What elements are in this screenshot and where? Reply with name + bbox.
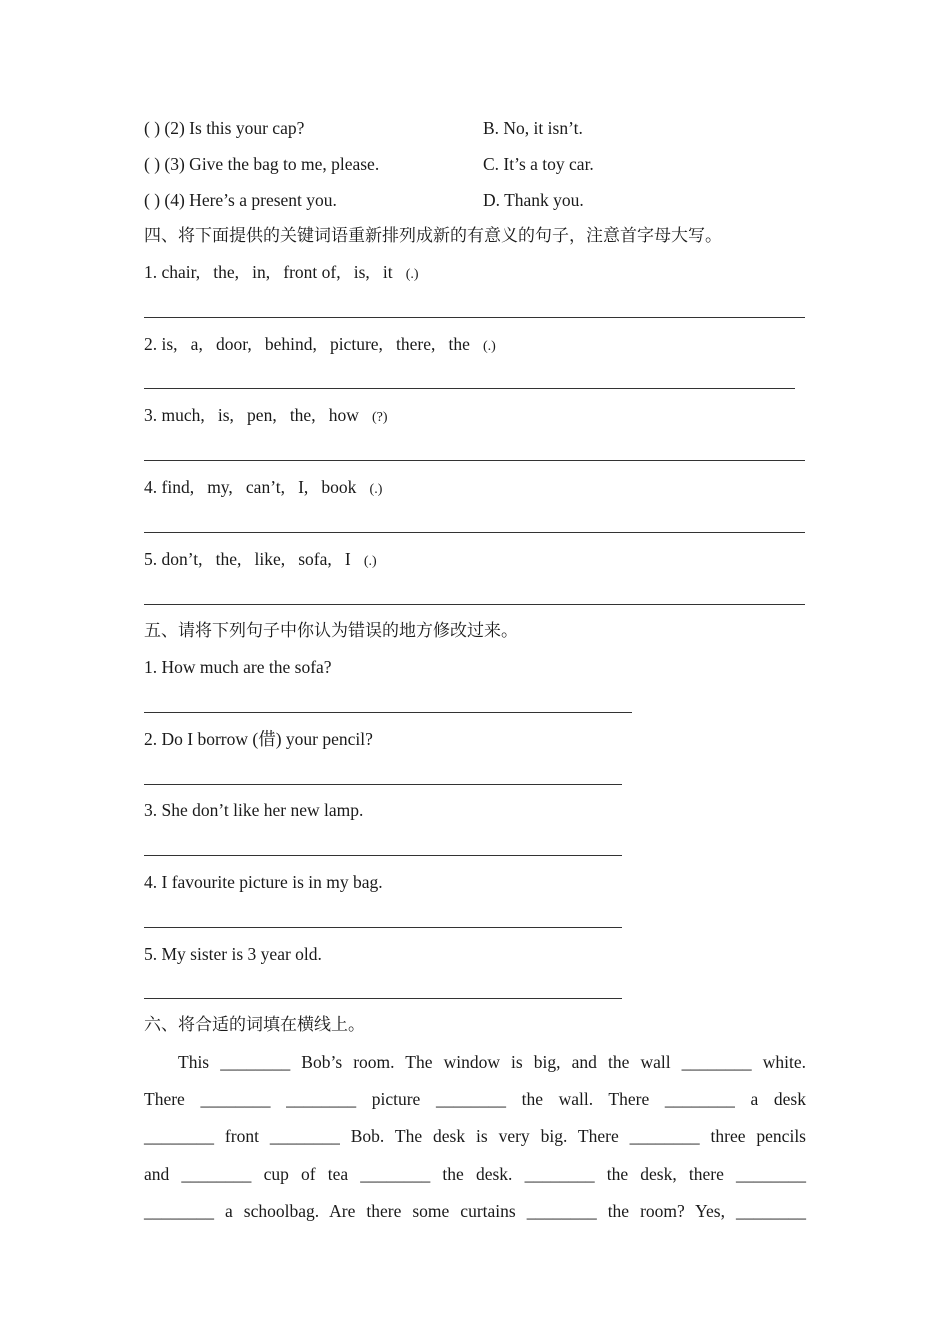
section4-item-2	[144, 333, 496, 358]
cloze-line-1: This ________ Bob’s room. The window is big, and the wall ________ white.	[178, 1052, 806, 1072]
answer-line[interactable]	[144, 927, 622, 928]
item-punct: (?)	[371, 410, 388, 425]
item-punct: (.)	[363, 554, 377, 569]
answer-line[interactable]	[144, 604, 805, 605]
answer-line[interactable]	[144, 784, 622, 785]
section6-heading: 六、将合适的词填在横线上。	[144, 1015, 365, 1035]
item-words: 1. chair, the, in, front of, is, it	[144, 262, 393, 282]
matching-question-2: ( ) (2) Is this your cap?	[144, 118, 305, 138]
section5-heading: 五、请将下列句子中你认为错误的地方修改过来。	[144, 621, 518, 641]
item-words: 5. don’t, the, like, sofa, I	[144, 549, 351, 569]
cloze-line-5: ________ a schoolbag. Are there some curtains ________ the room? Yes, ________	[144, 1201, 806, 1221]
matching-answer-c: C. It’s a toy car.	[483, 154, 594, 174]
section4-item-1	[144, 261, 419, 286]
section5-item-1: 1. How much are the sofa?	[144, 657, 332, 677]
cloze-line-3: ________ front ________ Bob. The desk is very big. There ________ three pencils	[144, 1126, 806, 1146]
section5-item-3: 3. She don’t like her new lamp.	[144, 800, 364, 820]
item-punct: (.)	[369, 482, 383, 497]
matching-answer-b: B. No, it isn’t.	[483, 118, 583, 138]
cloze-line-4: and ________ cup of tea ________ the desk. ________ the desk, there ________	[144, 1164, 806, 1184]
section4-heading: 四、将下面提供的关键词语重新排列成新的有意义的句子，注意首字母大写。	[144, 226, 722, 246]
answer-line[interactable]	[144, 712, 632, 713]
answer-line[interactable]	[144, 460, 805, 461]
item-words: 4. find, my, can’t, I, book	[144, 477, 357, 497]
matching-question-4: ( ) (4) Here’s a present you.	[144, 190, 337, 210]
matching-answer-d: D. Thank you.	[483, 190, 584, 210]
answer-line[interactable]	[144, 998, 622, 999]
section5-item-2: 2. Do I borrow (借) your pencil?	[144, 729, 373, 749]
answer-line[interactable]	[144, 317, 805, 318]
item-words: 3. much, is, pen, the, how	[144, 405, 359, 425]
section5-item-4: 4. I favourite picture is in my bag.	[144, 872, 383, 892]
item-words: 2. is, a, door, behind, picture, there, the	[144, 334, 470, 354]
cloze-line-2: There ________ ________ picture ________ the wall. There ________ a desk	[144, 1089, 806, 1109]
section4-item-4	[144, 476, 382, 501]
matching-question-3: ( ) (3) Give the bag to me, please.	[144, 154, 380, 174]
answer-line[interactable]	[144, 855, 622, 856]
answer-line[interactable]	[144, 532, 805, 533]
section4-item-5	[144, 548, 377, 573]
answer-line[interactable]	[144, 388, 795, 389]
section4-item-3	[144, 404, 388, 429]
item-punct: (.)	[483, 339, 496, 354]
section5-item-5: 5. My sister is 3 year old.	[144, 944, 322, 964]
item-punct: (.)	[405, 267, 419, 282]
